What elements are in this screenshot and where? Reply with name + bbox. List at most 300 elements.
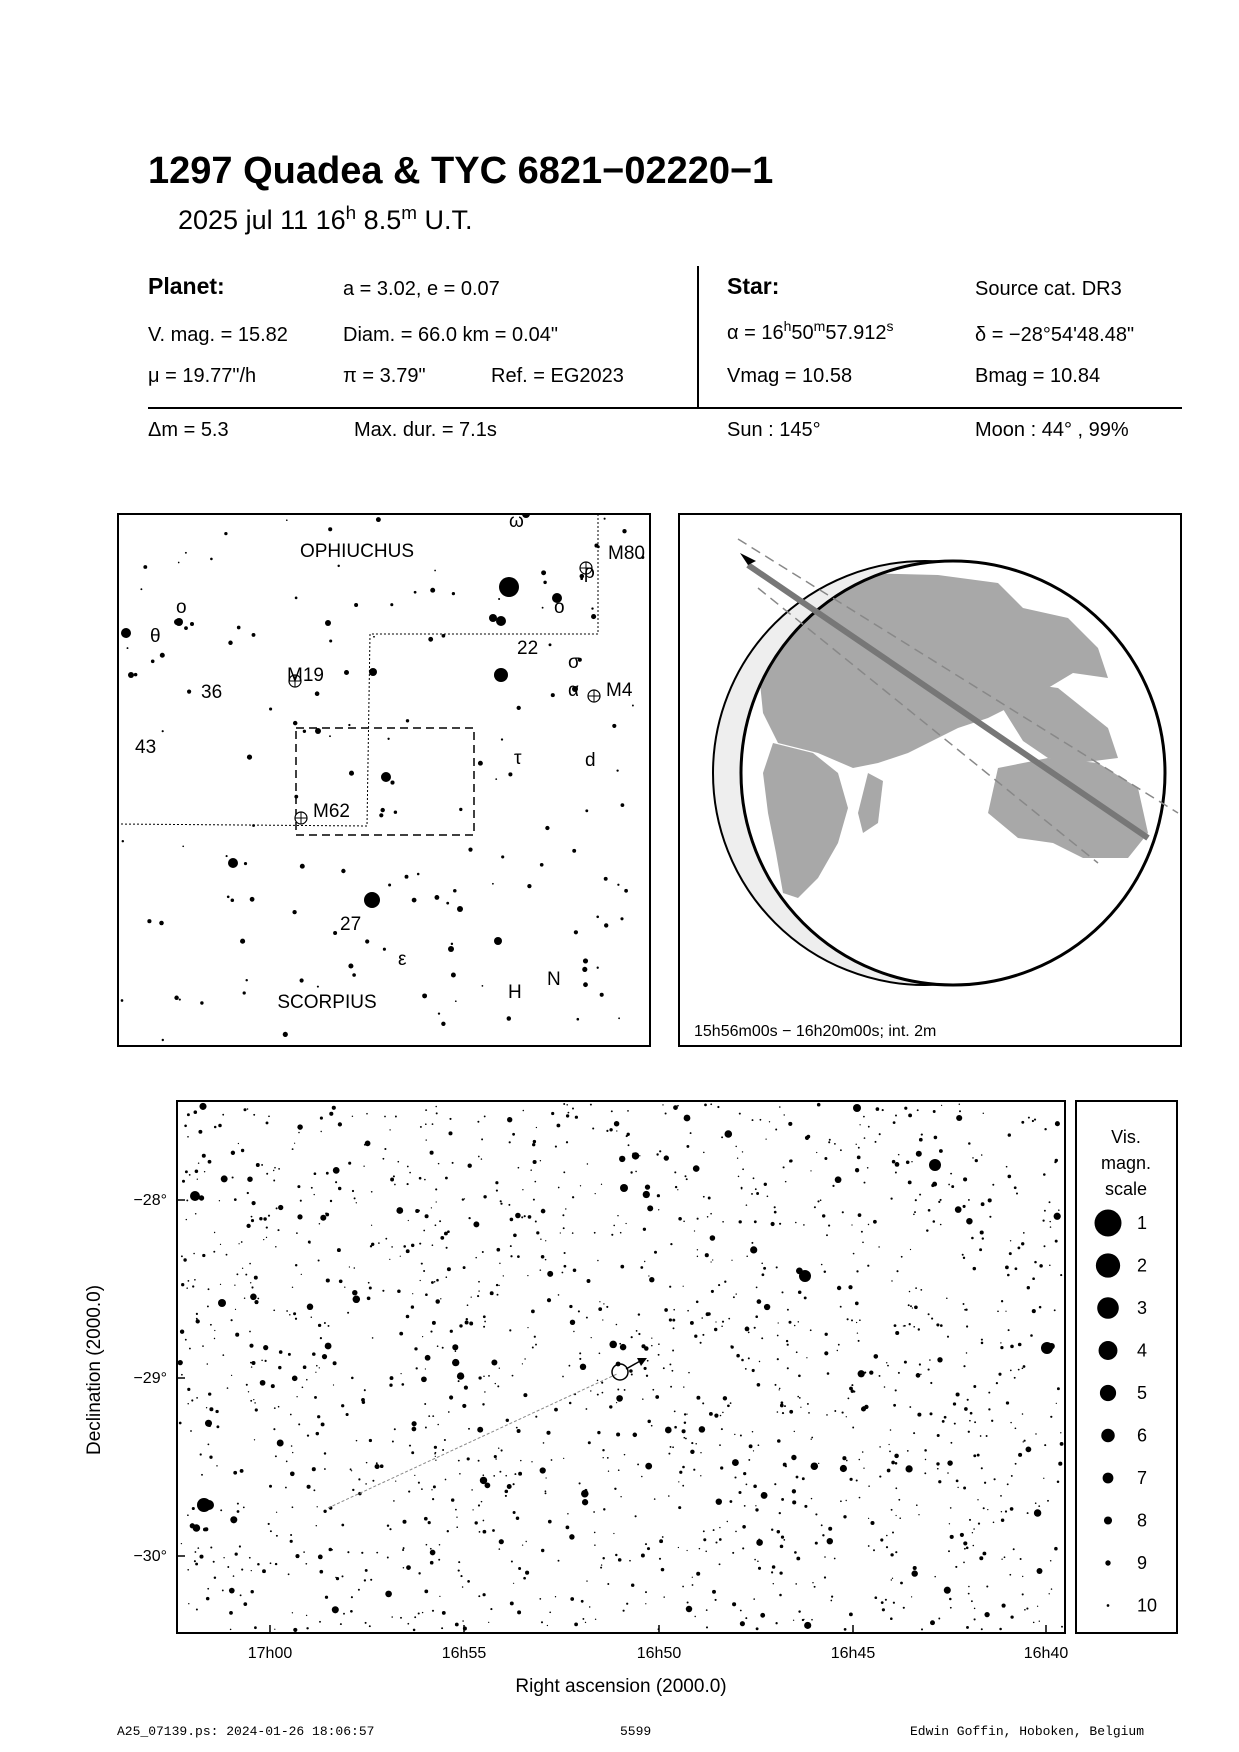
star-dec: δ = −28°54'48.48" <box>975 324 1135 346</box>
detail-star <box>740 1621 745 1626</box>
detail-star <box>243 1602 247 1606</box>
detail-star <box>816 1152 817 1153</box>
detail-star <box>268 1115 270 1117</box>
detail-star <box>295 1264 297 1266</box>
detail-star <box>916 1373 921 1378</box>
detail-star <box>297 1214 302 1219</box>
ra-seconds: 57.912 <box>825 322 887 344</box>
detail-star <box>888 1444 889 1445</box>
detail-star <box>715 1321 716 1322</box>
detail-star <box>895 1462 898 1465</box>
detail-star <box>960 1533 964 1537</box>
detail-star <box>411 1451 414 1454</box>
detail-star <box>858 1370 865 1377</box>
detail-star <box>407 1623 409 1625</box>
detail-star <box>507 1117 512 1122</box>
detail-star <box>570 1320 575 1325</box>
detail-star <box>981 1342 984 1345</box>
detail-star <box>210 1546 212 1548</box>
detail-star <box>222 1354 224 1356</box>
detail-star <box>700 1452 701 1453</box>
detail-star <box>580 1185 581 1186</box>
detail-star <box>587 1163 588 1164</box>
detail-star <box>924 1449 927 1452</box>
detail-star <box>292 1506 294 1508</box>
detail-star <box>438 1163 440 1165</box>
detail-star <box>465 1321 469 1325</box>
detail-star <box>290 1471 295 1476</box>
detail-star <box>188 1280 190 1282</box>
detail-star <box>478 1595 480 1597</box>
detail-star <box>665 1427 672 1434</box>
detail-star <box>693 1165 700 1172</box>
finder-star <box>250 897 255 902</box>
detail-star <box>856 1322 857 1323</box>
detail-star <box>318 1259 320 1261</box>
finder-label: α <box>568 680 579 701</box>
detail-star <box>497 1294 499 1296</box>
detail-star <box>678 1547 679 1548</box>
finder-label: M62 <box>313 801 350 822</box>
detail-star <box>266 1227 268 1229</box>
detail-star <box>499 1539 504 1544</box>
detail-star <box>783 1166 785 1168</box>
detail-star <box>696 1301 699 1304</box>
finder-label: 22 <box>517 638 539 659</box>
detail-star <box>249 1331 251 1333</box>
detail-star <box>738 1491 741 1494</box>
detail-star <box>273 1180 275 1182</box>
detail-star <box>572 1108 574 1110</box>
detail-star <box>214 1126 217 1129</box>
detail-star <box>826 1234 828 1236</box>
detail-star <box>401 1383 404 1386</box>
detail-star <box>187 1388 190 1391</box>
detail-star <box>775 1384 777 1386</box>
detail-star <box>204 1500 214 1510</box>
detail-star <box>745 1368 747 1370</box>
detail-star <box>546 1431 550 1435</box>
detail-star <box>682 1586 684 1588</box>
detail-star <box>382 1158 384 1160</box>
detail-star <box>645 1591 647 1593</box>
detail-star <box>319 1621 321 1623</box>
detail-star <box>562 1376 564 1378</box>
detail-star <box>1060 1442 1064 1446</box>
detail-star <box>260 1380 266 1386</box>
detail-star <box>413 1629 416 1632</box>
detail-star <box>974 1421 976 1423</box>
detail-star <box>618 1558 622 1562</box>
detail-star <box>651 1425 653 1427</box>
detail-star <box>579 1482 581 1484</box>
detail-star <box>533 1140 536 1143</box>
detail-star <box>779 1388 781 1390</box>
footer-file: A25_07139.ps: 2024-01-26 18:06:57 <box>117 1724 375 1739</box>
detail-star <box>710 1235 716 1241</box>
detail-star <box>777 1358 779 1360</box>
detail-star <box>643 1228 646 1231</box>
detail-star <box>651 1337 652 1338</box>
detail-star <box>670 1446 672 1448</box>
detail-star <box>416 1367 418 1369</box>
detail-star <box>737 1158 738 1159</box>
detail-star <box>333 1361 337 1365</box>
detail-star <box>292 1612 293 1613</box>
detail-star <box>796 1351 798 1353</box>
finder-star <box>406 719 409 722</box>
detail-star <box>928 1209 931 1212</box>
detail-star <box>276 1207 278 1209</box>
finder-star <box>543 581 546 584</box>
detail-star <box>971 1600 973 1602</box>
detail-star <box>432 1123 434 1125</box>
detail-star <box>779 1389 780 1390</box>
detail-star <box>829 1139 831 1141</box>
detail-star <box>587 1279 591 1283</box>
detail-star <box>229 1611 233 1615</box>
detail-star <box>719 1538 722 1541</box>
detail-star <box>955 1566 957 1568</box>
detail-star <box>317 1415 320 1418</box>
detail-star <box>237 1510 240 1513</box>
detail-star <box>1005 1311 1006 1312</box>
detail-star <box>319 1367 320 1368</box>
detail-star <box>821 1524 823 1526</box>
detail-star <box>597 1431 600 1434</box>
finder-star <box>583 958 588 963</box>
detail-star <box>916 1504 918 1506</box>
detail-star <box>221 1175 228 1182</box>
detail-star <box>741 1359 744 1362</box>
detail-star <box>366 1462 368 1464</box>
detail-star <box>457 1372 464 1379</box>
detail-star <box>178 1360 183 1365</box>
detail-star <box>601 1564 602 1565</box>
detail-star <box>714 1328 717 1331</box>
finder-star <box>373 636 375 638</box>
detail-star <box>756 1287 758 1289</box>
detail-star <box>566 1141 568 1143</box>
detail-star <box>187 1569 189 1571</box>
detail-star <box>906 1161 910 1165</box>
finder-star <box>383 948 386 951</box>
detail-star <box>947 1472 949 1474</box>
detail-star <box>207 1588 209 1590</box>
detail-star <box>251 1570 252 1571</box>
detail-star <box>882 1109 884 1111</box>
detail-star <box>997 1310 999 1312</box>
finder-star <box>438 1012 440 1014</box>
detail-star <box>481 1158 482 1159</box>
detail-star <box>1023 1365 1026 1368</box>
detail-star <box>1035 1433 1036 1434</box>
detail-star <box>273 1428 275 1430</box>
detail-star <box>431 1489 432 1490</box>
detail-star <box>1049 1593 1050 1594</box>
detail-star <box>624 1389 626 1391</box>
detail-star <box>599 1352 601 1354</box>
finder-star <box>228 858 238 868</box>
detail-star <box>292 1452 293 1453</box>
detail-star <box>614 1121 619 1126</box>
detail-star <box>483 1593 486 1596</box>
detail-star <box>603 1508 605 1510</box>
detail-star <box>1054 1309 1056 1311</box>
detail-star <box>220 1244 221 1245</box>
detail-star <box>368 1282 370 1284</box>
detail-star <box>761 1337 763 1339</box>
scale-title-line2: magn. <box>1100 1153 1152 1173</box>
detail-star <box>545 1490 547 1492</box>
detail-star <box>968 1199 970 1201</box>
detail-star <box>517 1429 521 1433</box>
detail-star <box>890 1553 893 1556</box>
detail-star <box>933 1110 936 1113</box>
detail-star <box>263 1217 266 1220</box>
detail-star <box>541 1621 543 1623</box>
detail-star <box>186 1199 188 1201</box>
detail-star <box>736 1293 737 1294</box>
detail-star <box>910 1249 911 1250</box>
detail-star <box>895 1162 900 1167</box>
detail-star <box>771 1222 775 1226</box>
detail-star <box>1038 1505 1040 1507</box>
finder-star <box>379 813 383 817</box>
finder-star <box>616 769 618 771</box>
detail-star <box>794 1431 795 1432</box>
detail-star <box>837 1350 838 1351</box>
detail-star <box>853 1104 861 1112</box>
detail-star <box>825 1333 828 1336</box>
detail-star <box>864 1182 866 1184</box>
detail-star <box>1023 1441 1024 1442</box>
detail-star <box>192 1507 195 1510</box>
detail-star <box>515 1213 521 1219</box>
detail-star <box>733 1296 735 1298</box>
detail-star <box>672 1319 675 1322</box>
detail-star <box>1044 1128 1046 1130</box>
finder-star <box>574 930 578 934</box>
detail-star <box>607 1457 609 1459</box>
detail-star <box>720 1415 722 1417</box>
detail-star <box>566 1104 568 1106</box>
detail-star <box>424 1590 428 1594</box>
finder-star <box>381 808 385 812</box>
detail-star <box>736 1354 740 1358</box>
detail-star <box>878 1246 879 1247</box>
detail-star <box>1044 1210 1046 1212</box>
finder-star <box>517 706 521 710</box>
detail-star <box>247 1176 253 1182</box>
detail-star <box>255 1408 258 1411</box>
detail-star <box>411 1244 414 1247</box>
detail-star <box>278 1168 280 1170</box>
detail-star <box>743 1472 746 1475</box>
detail-star <box>735 1146 737 1148</box>
detail-star <box>715 1541 717 1543</box>
detail-star <box>908 1180 912 1184</box>
finder-star <box>442 634 446 638</box>
detail-star <box>712 1259 713 1260</box>
detail-star <box>918 1514 919 1515</box>
detail-star <box>876 1107 880 1111</box>
detail-star <box>403 1567 405 1569</box>
detail-star <box>966 1547 969 1550</box>
detail-star <box>491 1359 497 1365</box>
detail-star <box>835 1176 842 1183</box>
detail-star <box>608 1471 609 1472</box>
finder-star <box>600 993 604 997</box>
detail-star <box>894 1324 897 1327</box>
detail-star <box>973 1454 976 1457</box>
detail-star <box>752 1369 755 1372</box>
detail-star <box>289 1314 291 1316</box>
detail-star <box>683 1437 685 1439</box>
detail-star <box>543 1442 545 1444</box>
detail-star <box>554 1408 558 1412</box>
detail-star <box>274 1407 276 1409</box>
detail-star <box>336 1577 339 1580</box>
detail-star <box>944 1587 951 1594</box>
detail-star <box>569 1365 571 1367</box>
detail-star <box>694 1335 697 1338</box>
detail-star <box>430 1151 434 1155</box>
detail-star <box>485 1483 491 1489</box>
scale-magnitude-label: 1 <box>1137 1213 1148 1233</box>
detail-star <box>602 1392 604 1394</box>
detail-star <box>1060 1432 1061 1433</box>
finder-star <box>247 755 252 760</box>
detail-star <box>853 1253 855 1255</box>
detail-star <box>936 1323 939 1326</box>
detail-star <box>406 1315 410 1319</box>
detail-star <box>754 1220 757 1223</box>
detail-star <box>208 1288 210 1290</box>
detail-star <box>241 1149 244 1152</box>
finder-star <box>162 730 164 732</box>
detail-star <box>249 1557 251 1559</box>
detail-star <box>390 1178 394 1182</box>
detail-star <box>218 1299 226 1307</box>
detail-star <box>1000 1342 1001 1343</box>
detail-star <box>752 1119 754 1121</box>
detail-star <box>1022 1367 1024 1369</box>
detail-chart <box>70 1100 1175 1705</box>
detail-star <box>1043 1173 1046 1176</box>
detail-star <box>915 1287 917 1289</box>
detail-star <box>1007 1483 1009 1485</box>
detail-star <box>686 1178 688 1180</box>
detail-star <box>781 1291 783 1293</box>
detail-star <box>673 1309 675 1311</box>
detail-star <box>884 1386 886 1388</box>
detail-star <box>732 1602 736 1606</box>
finder-label: σ <box>568 652 580 673</box>
detail-star <box>340 1623 342 1625</box>
detail-star <box>197 1547 199 1549</box>
cluster-icon <box>588 690 600 702</box>
finder-star <box>269 707 272 710</box>
detail-star <box>252 1361 256 1365</box>
detail-star <box>638 1313 640 1315</box>
detail-star <box>992 1184 994 1186</box>
detail-star <box>669 1318 672 1321</box>
detail-star <box>343 1613 345 1615</box>
detail-star <box>815 1542 818 1545</box>
detail-star <box>679 1471 682 1474</box>
detail-star <box>806 1357 807 1358</box>
detail-star <box>494 1455 497 1458</box>
detail-star <box>852 1427 854 1429</box>
detail-star <box>253 1399 254 1400</box>
detail-star <box>702 1334 704 1336</box>
detail-star <box>824 1556 826 1558</box>
detail-star <box>624 1454 626 1456</box>
detail-star <box>868 1224 869 1225</box>
detail-star <box>356 1202 357 1203</box>
finder-star <box>179 999 181 1001</box>
detail-star <box>597 1260 599 1262</box>
detail-star <box>686 1145 689 1148</box>
detail-star <box>364 1144 366 1146</box>
finder-star <box>549 643 552 646</box>
finder-star <box>160 653 165 658</box>
detail-star <box>873 1549 875 1551</box>
scale-dot <box>1096 1253 1120 1277</box>
detail-star <box>805 1136 809 1140</box>
detail-star <box>430 1548 432 1550</box>
detail-star <box>777 1439 781 1443</box>
detail-star <box>318 1324 321 1327</box>
detail-star <box>1016 1192 1018 1194</box>
detail-star <box>616 1395 623 1402</box>
detail-star <box>700 1475 701 1476</box>
detail-star <box>900 1582 903 1585</box>
detail-star <box>275 1455 277 1457</box>
finder-star <box>452 592 455 595</box>
detail-star <box>980 1230 984 1234</box>
detail-star <box>777 1530 780 1533</box>
detail-star <box>1001 1559 1002 1560</box>
detail-star <box>779 1594 782 1597</box>
detail-star <box>366 1113 368 1115</box>
detail-star <box>711 1290 714 1293</box>
detail-star <box>879 1375 881 1377</box>
finder-star <box>210 558 213 561</box>
detail-star <box>986 1585 988 1587</box>
detail-star <box>891 1280 892 1281</box>
detail-star <box>208 1160 212 1164</box>
detail-star <box>686 1606 692 1612</box>
detail-star <box>703 1196 705 1198</box>
detail-star <box>857 1156 861 1160</box>
detail-star <box>1061 1626 1063 1628</box>
detail-star <box>387 1524 389 1526</box>
detail-star <box>506 1419 509 1422</box>
detail-star <box>593 1511 595 1513</box>
finder-star <box>352 973 356 977</box>
detail-star <box>319 1570 323 1574</box>
detail-star <box>760 1613 765 1618</box>
detail-star <box>590 1104 592 1106</box>
detail-star <box>459 1473 461 1475</box>
detail-star <box>636 1330 638 1332</box>
detail-star <box>971 1237 974 1240</box>
detail-star <box>637 1463 639 1465</box>
detail-star <box>545 1240 546 1241</box>
detail-star <box>385 1238 387 1240</box>
